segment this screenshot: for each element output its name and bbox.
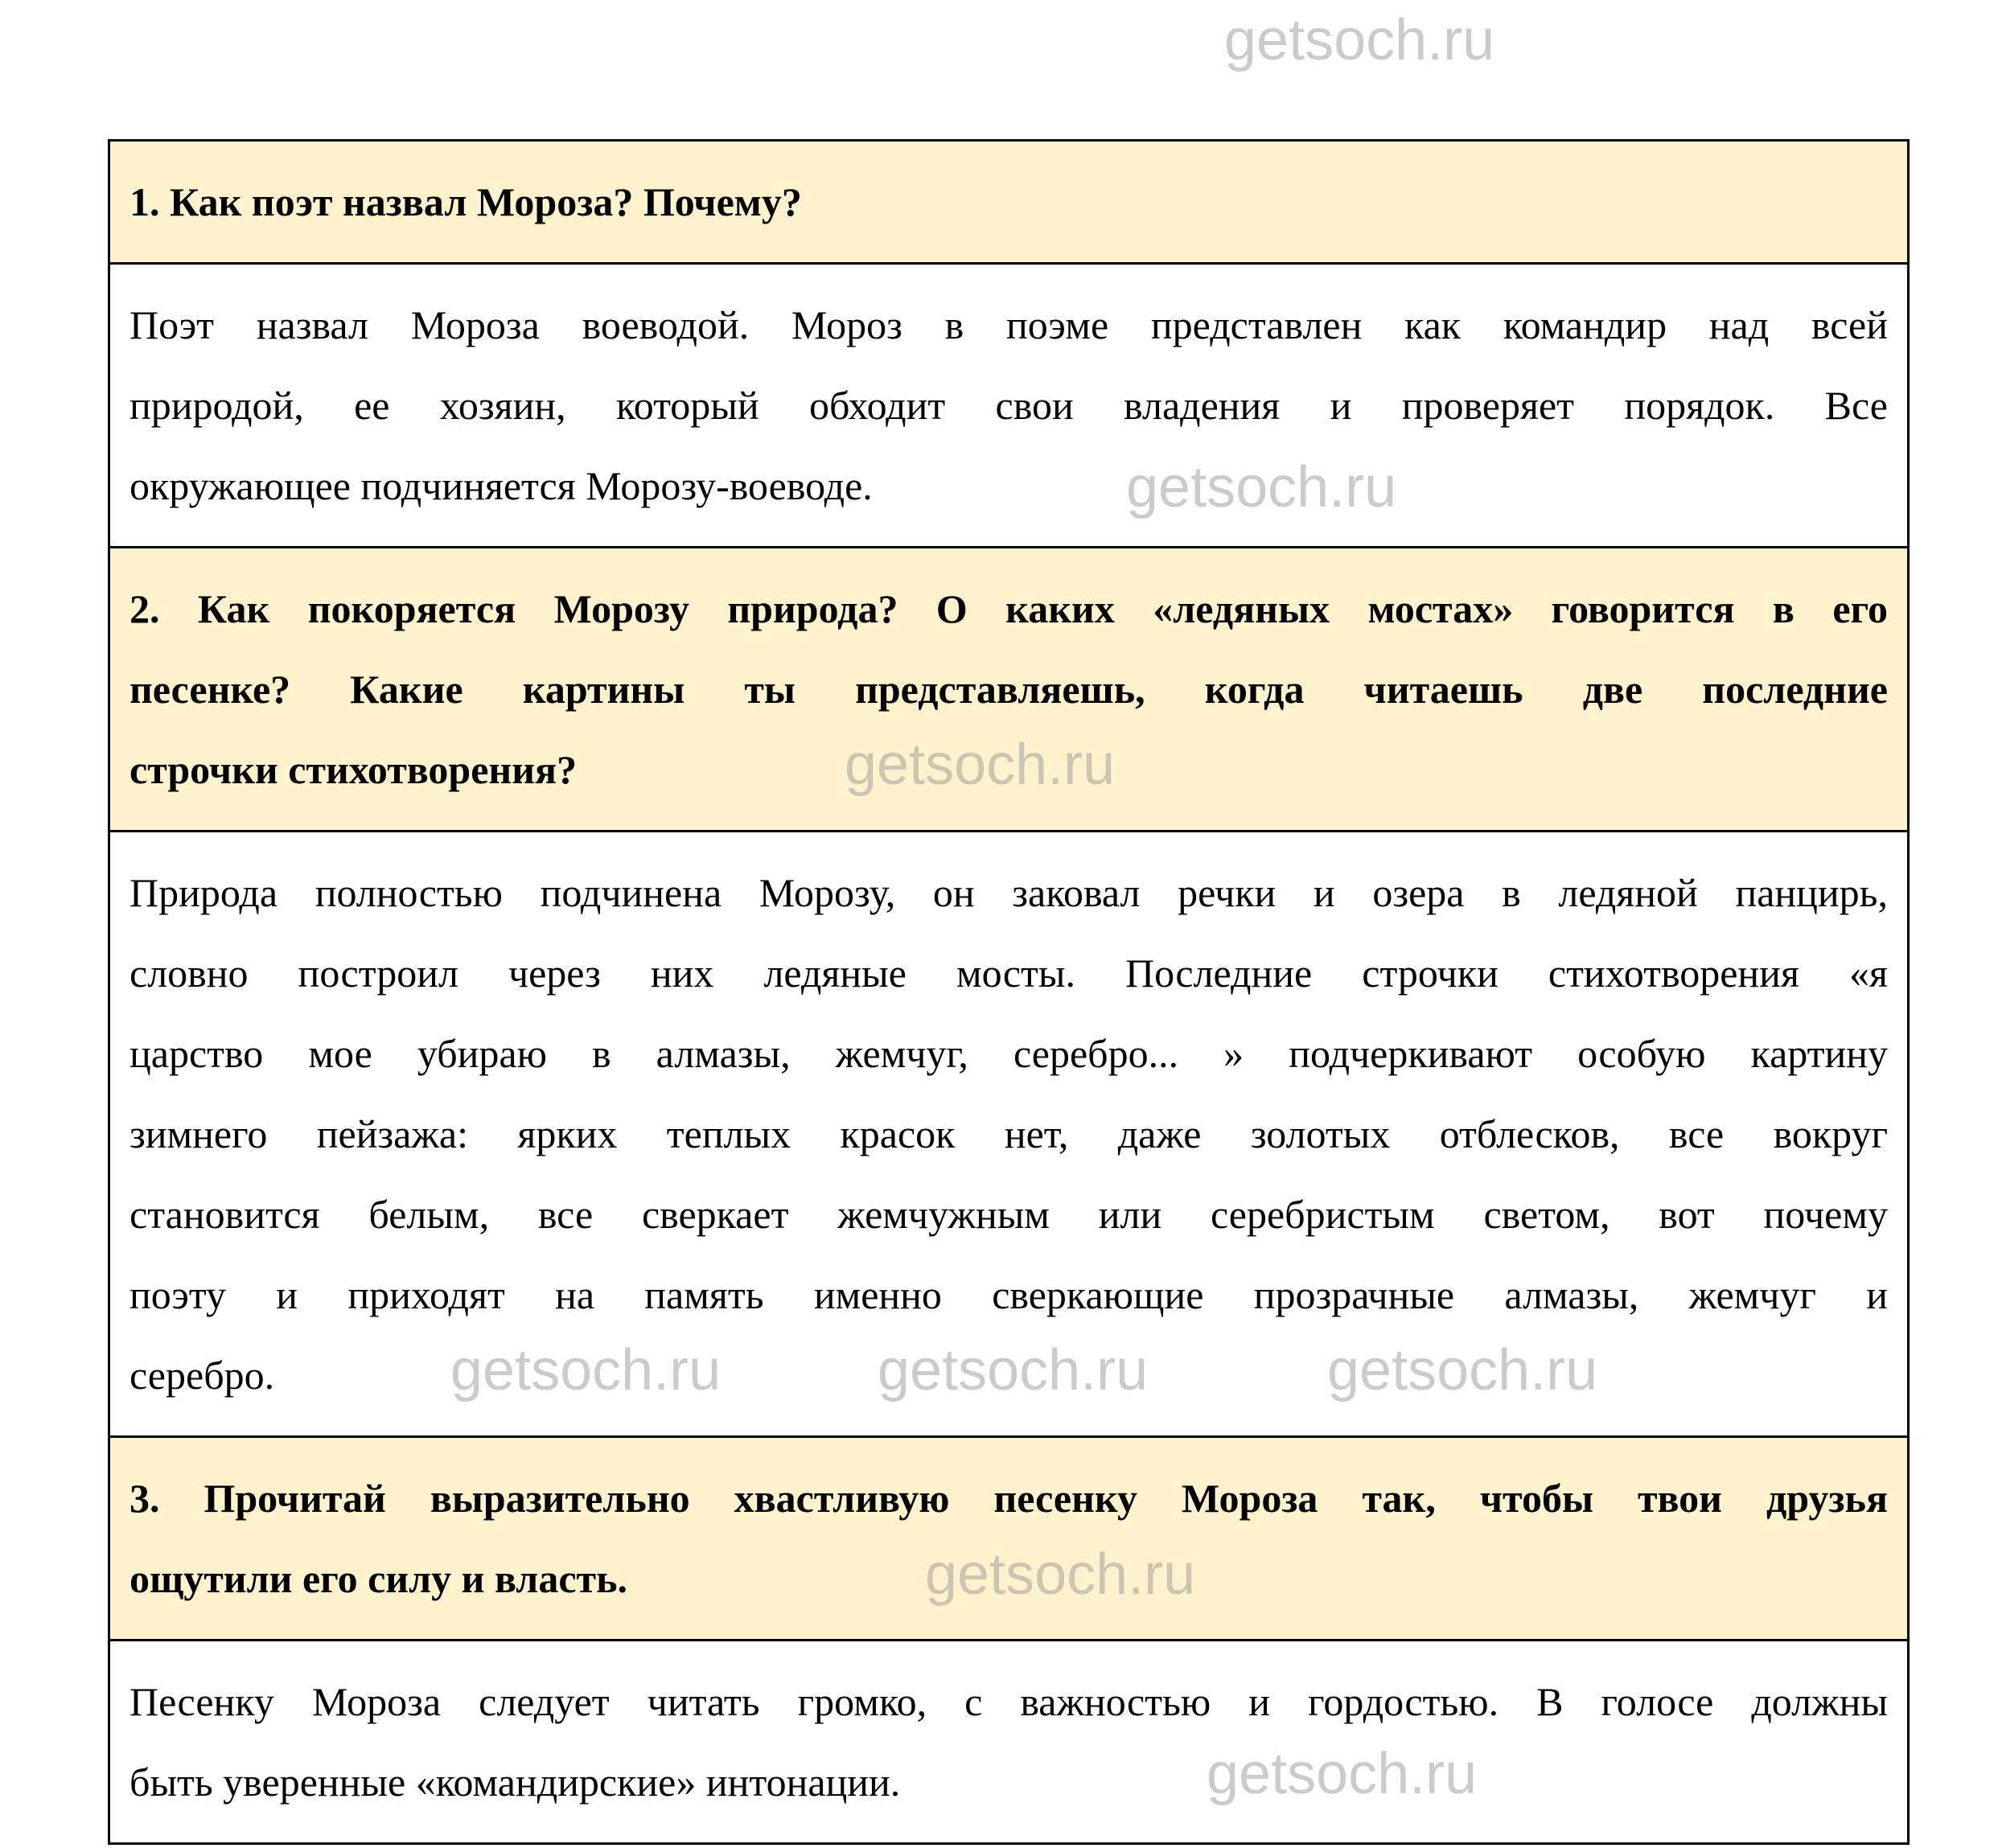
question-row — [109, 548, 1909, 832]
answer-text-line: Песенку Мороза следует читать громко, с важностью и гордостью. В голосе должны — [130, 1679, 1888, 1724]
answer-text-line: словно построил через них ледяные мосты. Последние строчки стихотворения «я — [130, 951, 1888, 996]
question-text-line: ощутили его силу и власть. — [130, 1556, 628, 1601]
answer-text-line: природой, ее хозяин, который обходит свои владения и проверяет порядок. Все — [130, 383, 1888, 428]
watermark: getsoch.ru — [450, 1338, 722, 1402]
answer-text-line: быть уверенные «командирские» интонации. — [130, 1760, 901, 1805]
watermark: getsoch.ru — [1207, 1742, 1478, 1806]
watermark: getsoch.ru — [1327, 1338, 1598, 1402]
watermark: getsoch.ru — [878, 1338, 1149, 1402]
answer-row — [109, 264, 1909, 548]
question-text-line: песенке? Какие картины ты представляешь, когда читаешь две последние — [130, 667, 1888, 712]
answer-text-line: окружающее подчиняется Морозу-воеводе. — [130, 463, 873, 508]
question-row — [109, 1437, 1909, 1641]
answer-text-line: Природа полностью подчинена Морозу, он заковал речки и озера в ледяной панцирь, — [130, 870, 1888, 915]
answer-row — [109, 832, 1909, 1437]
answer-text-line: становится белым, все сверкает жемчужным или серебристым светом, вот почему — [130, 1192, 1888, 1237]
answer-cell — [109, 1641, 1909, 1844]
question-cell — [109, 548, 1909, 832]
answer-text-line: серебро. — [130, 1353, 275, 1398]
answer-cell — [109, 264, 1909, 548]
answer-text-line: зимнего пейзажа: ярких теплых красок нет, даже золотых отблесков, все вокруг — [130, 1111, 1888, 1156]
watermark: getsoch.ru — [1126, 455, 1397, 519]
question-text-line: строчки стихотворения? — [130, 747, 578, 792]
question-cell — [109, 141, 1909, 264]
question-text-line: 1. Как поэт назвал Мороза? Почему? — [130, 179, 802, 224]
question-text-line: 2. Как покоряется Морозу природа? О каких «ледяных мостах» говорится в его — [130, 586, 1888, 631]
answer-row — [109, 1641, 1909, 1844]
watermark: getsoch.ru — [1224, 8, 1495, 72]
answer-text-line: Поэт назвал Мороза воеводой. Мороз в поэме представлен как командир над всей — [130, 302, 1888, 347]
qa-table — [108, 139, 1910, 1845]
question-text-line: 3. Прочитай выразительно хвастливую песенку Мороза так, чтобы твои друзья — [130, 1476, 1888, 1521]
watermark: getsoch.ru — [845, 733, 1116, 797]
watermark: getsoch.ru — [925, 1542, 1196, 1607]
answer-cell — [109, 832, 1909, 1437]
answer-text-line: поэту и приходят на память именно сверкающие прозрачные алмазы, жемчуг и — [130, 1272, 1888, 1317]
question-row — [109, 141, 1909, 264]
answer-text-line: царство мое убираю в алмазы, жемчуг, серебро... » подчеркивают особую картину — [130, 1031, 1888, 1076]
question-cell — [109, 1437, 1909, 1641]
